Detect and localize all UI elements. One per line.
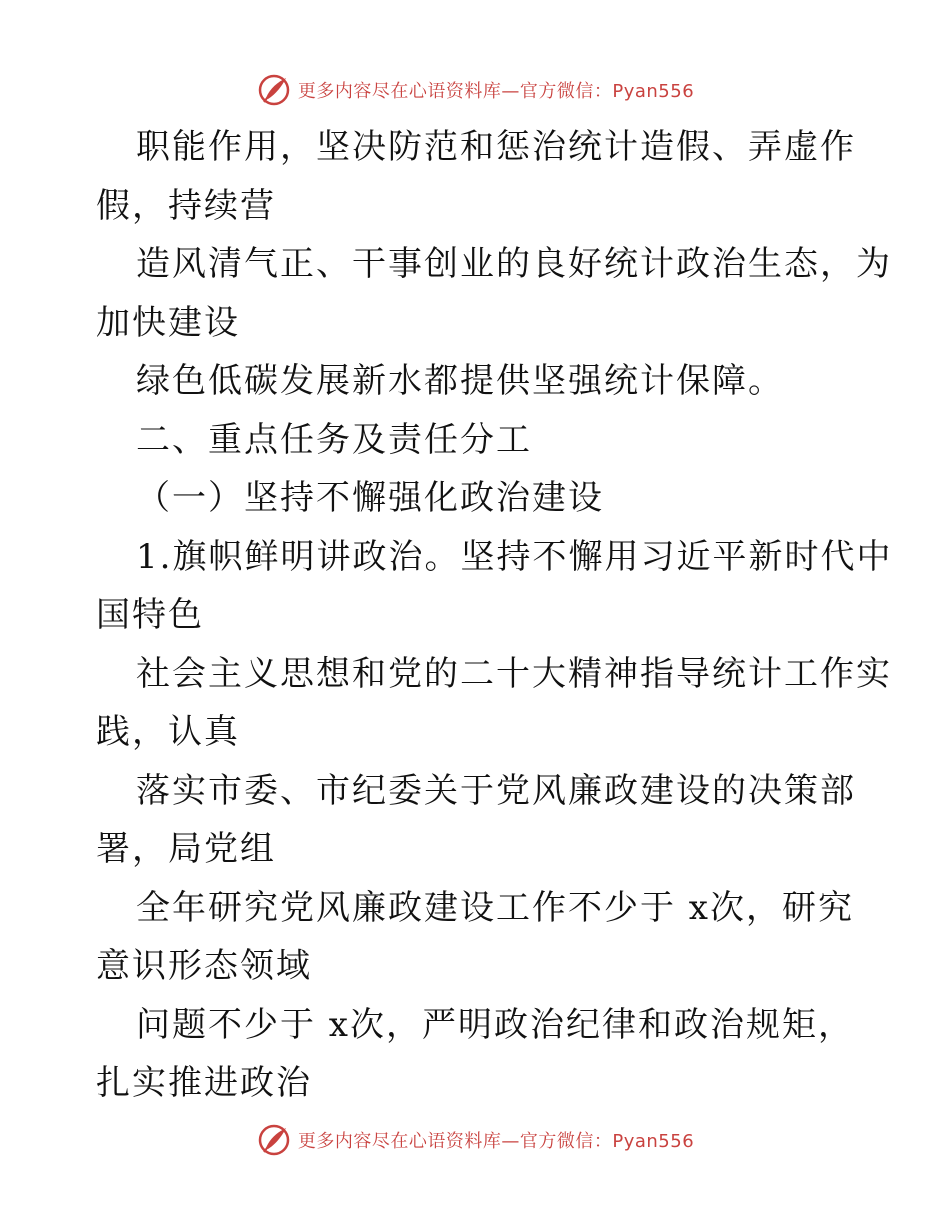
watermark-text: 更多内容尽在心语资料库 — [297, 81, 502, 102]
text-line: 造风清气正、干事创业的良好统计政治生态，为 — [136, 244, 892, 284]
text-line: 国特色 — [96, 595, 204, 635]
watermark-separator: — — [501, 1131, 520, 1152]
text-line: 职能作用，坚决防范和惩治统计造假、弄虚作 — [136, 127, 856, 167]
header-watermark — [0, 72, 950, 108]
text-line: 假，持续营 — [96, 185, 276, 226]
text-line: 意识形态领域 — [96, 946, 312, 986]
watermark-wechat: 官方微信：Pyan556 — [519, 1131, 695, 1152]
text-line: 署，局党组 — [96, 829, 276, 869]
document-body — [96, 118, 893, 1113]
watermark-text: 更多内容尽在心语资料库 — [297, 1131, 502, 1152]
feather-pen-icon — [256, 72, 292, 108]
footer-watermark — [0, 1122, 950, 1158]
feather-pen-icon — [256, 1122, 292, 1158]
text-line: 全年研究党风廉政建设工作不少于 x次，研究 — [136, 887, 854, 928]
watermark-wechat: 官方微信：Pyan556 — [519, 81, 695, 102]
text-line: 绿色低碳发展新水都提供坚强统计保障。 — [136, 361, 784, 401]
text-line: 落实市委、市纪委关于党风廉政建设的决策部 — [136, 770, 856, 811]
text-line: 社会主义思想和党的二十大精神指导统计工作实 — [136, 653, 892, 694]
text-line: 1.旗帜鲜明讲政治。坚持不懈用习近平新时代中 — [136, 536, 893, 577]
text-line: 践，认真 — [96, 712, 240, 752]
section-heading: 二、重点任务及责任分工 — [136, 419, 532, 460]
text-line: 问题不少于 x次，严明政治纪律和政治规矩， — [136, 1004, 854, 1045]
text-line: 扎实推进政治 — [96, 1063, 312, 1103]
text-line: 加快建设 — [96, 302, 240, 343]
subsection-heading: （一）坚持不懈强化政治建设 — [136, 478, 604, 518]
watermark-separator: — — [501, 81, 520, 102]
